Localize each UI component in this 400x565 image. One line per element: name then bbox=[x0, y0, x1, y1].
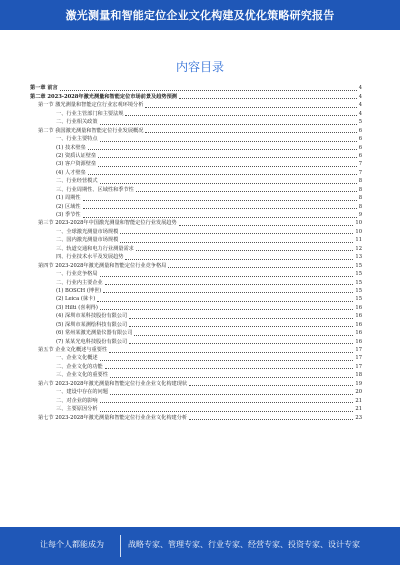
toc-entry-label: (3) 季节性 bbox=[56, 212, 81, 218]
toc-leader-dots bbox=[179, 98, 357, 99]
toc-entry-label: 第七节 2023-2028年激光测量和智能定位行业企业文化构建分析 bbox=[38, 414, 188, 421]
toc-entry-page: 20 bbox=[355, 389, 362, 396]
toc-leader-dots bbox=[134, 335, 353, 336]
toc-entry-page: 16 bbox=[355, 313, 362, 320]
toc-entry-label: 一、建设中存在的问题 bbox=[56, 389, 108, 396]
toc-leader-dots bbox=[100, 309, 354, 310]
toc-entry-page: 7 bbox=[358, 161, 362, 168]
table-of-contents bbox=[30, 84, 362, 422]
toc-entry-page: 4 bbox=[358, 102, 362, 109]
toc-leader-dots bbox=[129, 326, 353, 327]
toc-entry-label: (1) 周期性 bbox=[56, 195, 81, 202]
toc-entry[interactable] bbox=[30, 244, 362, 252]
toc-entry[interactable] bbox=[30, 219, 362, 227]
toc-entry-page: 6 bbox=[358, 152, 362, 159]
toc-entry-page: 8 bbox=[358, 195, 362, 202]
toc-entry-label: 二、行业经营模式 bbox=[56, 178, 98, 185]
toc-entry[interactable] bbox=[30, 312, 362, 320]
toc-entry-label: (3) 客户资源壁垒 bbox=[56, 161, 97, 168]
toc-entry-page: 4 bbox=[358, 110, 362, 117]
toc-entry[interactable] bbox=[30, 143, 362, 151]
toc-entry-label: 一、企业文化概述 bbox=[56, 355, 98, 362]
toc-leader-dots bbox=[103, 292, 353, 293]
toc-entry[interactable] bbox=[30, 362, 362, 370]
toc-leader-dots bbox=[60, 90, 357, 91]
toc-entry-page: 7 bbox=[358, 169, 362, 176]
toc-entry[interactable] bbox=[30, 405, 362, 413]
toc-entry-page: 16 bbox=[355, 338, 362, 345]
toc-entry-label: (4) 人才壁垒 bbox=[56, 169, 86, 176]
toc-entry-page: 8 bbox=[358, 203, 362, 210]
toc-entry[interactable] bbox=[30, 371, 362, 379]
toc-entry[interactable] bbox=[30, 261, 362, 269]
toc-leader-dots bbox=[120, 233, 353, 234]
toc-entry-page: 6 bbox=[358, 127, 362, 134]
toc-entry-label: 第二节 我国激光测量和智能定位行业发展概况 bbox=[38, 127, 144, 134]
toc-leader-dots bbox=[100, 411, 354, 412]
toc-leader-dots bbox=[109, 352, 353, 353]
toc-entry[interactable] bbox=[30, 320, 362, 328]
toc-leader-dots bbox=[189, 419, 353, 420]
toc-leader-dots bbox=[97, 301, 353, 302]
toc-entry-page: 6 bbox=[358, 136, 362, 143]
toc-entry[interactable] bbox=[30, 211, 362, 219]
toc-entry-page: 4 bbox=[358, 93, 362, 100]
toc-entry[interactable] bbox=[30, 270, 362, 278]
toc-entry-page: 4 bbox=[358, 85, 362, 92]
toc-entry[interactable] bbox=[30, 101, 362, 109]
toc-entry-label: (4) 深圳市某科技股份有限公司 bbox=[56, 313, 128, 320]
toc-entry[interactable] bbox=[30, 379, 362, 387]
toc-entry-label: 二、国内激光测量市场规模 bbox=[56, 237, 119, 244]
toc-entry-label: 二、企业文化的功能 bbox=[56, 363, 103, 370]
toc-leader-dots bbox=[100, 141, 357, 142]
toc-entry-page: 15 bbox=[355, 287, 362, 294]
toc-entry-page: 15 bbox=[355, 271, 362, 278]
footer-divider bbox=[120, 535, 121, 557]
toc-leader-dots bbox=[125, 259, 353, 260]
toc-entry-page: 11 bbox=[355, 237, 362, 244]
toc-entry-label: 二、行业相关政策 bbox=[56, 119, 98, 126]
toc-leader-dots bbox=[83, 200, 357, 201]
toc-entry[interactable] bbox=[30, 388, 362, 396]
toc-entry[interactable] bbox=[30, 329, 362, 337]
toc-leader-dots bbox=[136, 250, 354, 251]
toc-entry-page: 17 bbox=[355, 363, 362, 370]
toc-entry[interactable] bbox=[30, 303, 362, 311]
toc-entry[interactable] bbox=[30, 346, 362, 354]
toc-entry-label: (1) BOSCH (博世) bbox=[56, 287, 102, 294]
toc-entry-label: (2) Leica (徕卡) bbox=[56, 296, 96, 303]
toc-leader-dots bbox=[100, 360, 354, 361]
toc-entry[interactable] bbox=[30, 92, 362, 100]
toc-leader-dots bbox=[168, 267, 353, 268]
toc-leader-dots bbox=[110, 394, 354, 395]
toc-entry[interactable] bbox=[30, 337, 362, 345]
toc-entry-label: 三、轨道交通和电力行业测量需求 bbox=[56, 245, 134, 252]
toc-entry[interactable] bbox=[30, 152, 362, 160]
toc-entry[interactable] bbox=[30, 177, 362, 185]
toc-entry-label: (7) 某某光电科技股份有限公司 bbox=[56, 338, 128, 345]
toc-entry[interactable] bbox=[30, 354, 362, 362]
footer-slogan: 让每个人都能成为 bbox=[40, 540, 104, 549]
toc-entry-page: 17 bbox=[355, 347, 362, 353]
toc-entry[interactable] bbox=[30, 287, 362, 295]
toc-entry-page: 5 bbox=[358, 119, 362, 126]
toc-entry-label: 第一章 前言 bbox=[30, 85, 58, 92]
toc-entry-label: 三、行业周期性、区域性和季节性 bbox=[56, 186, 134, 193]
toc-leader-dots bbox=[88, 149, 357, 150]
toc-leader-dots bbox=[100, 183, 357, 184]
toc-entry-page: 8 bbox=[358, 186, 362, 193]
toc-entry-page: 10 bbox=[355, 220, 362, 227]
toc-entry-page: 10 bbox=[355, 228, 362, 235]
toc-leader-dots bbox=[110, 377, 354, 378]
toc-leader-dots bbox=[98, 157, 357, 158]
toc-entry-label: 二、对企业的影响 bbox=[56, 397, 98, 404]
toc-entry-page: 15 bbox=[355, 296, 362, 303]
toc-entry-label: 二、行业内主要企业 bbox=[56, 279, 103, 286]
toc-entry[interactable] bbox=[30, 295, 362, 303]
toc-entry-label: 一、行业主要特点 bbox=[56, 136, 98, 143]
toc-entry-page: 23 bbox=[355, 414, 362, 421]
toc-entry-page: 12 bbox=[355, 245, 362, 252]
toc-heading: 内容目录 bbox=[175, 60, 224, 74]
toc-entry-page: 15 bbox=[355, 262, 362, 269]
toc-entry[interactable] bbox=[30, 185, 362, 193]
toc-entry[interactable] bbox=[30, 109, 362, 117]
toc-leader-dots bbox=[129, 343, 353, 344]
toc-leader-dots bbox=[179, 225, 354, 226]
toc-leader-dots bbox=[129, 318, 353, 319]
toc-leader-dots bbox=[88, 174, 357, 175]
toc-leader-dots bbox=[136, 191, 357, 192]
toc-entry-page: 16 bbox=[355, 330, 362, 337]
toc-leader-dots bbox=[83, 208, 357, 209]
toc-entry-page: 13 bbox=[355, 254, 362, 261]
toc-entry[interactable] bbox=[30, 278, 362, 286]
toc-entry-label: 三、企业文化的重要性 bbox=[56, 372, 108, 379]
footer-expert-list: 战略专家、管理专家、行业专家、经营专家、投资专家、设计专家 bbox=[128, 540, 360, 549]
toc-entry-page: 21 bbox=[355, 406, 362, 413]
toc-entry-label: 第三节 2023-2028年中国激光测量和智能定位行业发展趋势 bbox=[38, 220, 177, 227]
toc-leader-dots bbox=[83, 217, 357, 218]
toc-leader-dots bbox=[100, 276, 354, 277]
toc-entry-label: 第四节 2023-2028年激光测量和智能定位行业竞争格局 bbox=[38, 262, 167, 269]
toc-leader-dots bbox=[100, 402, 354, 403]
toc-entry-label: 一、行业竞争格局 bbox=[56, 271, 98, 278]
toc-leader-dots bbox=[189, 385, 353, 386]
toc-leader-dots bbox=[145, 132, 356, 133]
toc-leader-dots bbox=[120, 242, 353, 243]
toc-leader-dots bbox=[125, 115, 356, 116]
toc-leader-dots bbox=[100, 124, 357, 125]
toc-entry-label: 一、行业主管部门和主要法规 bbox=[56, 110, 124, 117]
toc-entry-page: 15 bbox=[355, 279, 362, 286]
toc-entry[interactable] bbox=[30, 118, 362, 126]
toc-entry-page: 9 bbox=[358, 212, 362, 218]
toc-entry[interactable] bbox=[30, 84, 362, 92]
toc-entry-label: 第一节 激光测量和智能定位行业宏观环境分析 bbox=[38, 102, 144, 109]
report-header-bar bbox=[0, 0, 400, 30]
toc-entry[interactable] bbox=[30, 160, 362, 168]
toc-entry[interactable] bbox=[30, 413, 362, 421]
toc-entry-label: (5) 深圳市某测绘科技有限公司 bbox=[56, 321, 128, 328]
toc-entry-label: (6) 常州某激光测量仪器有限公司 bbox=[56, 330, 133, 337]
toc-entry-label: 第五节 企业文化概述与重要性 bbox=[38, 347, 108, 353]
toc-entry-page: 6 bbox=[358, 144, 362, 151]
report-footer-bar bbox=[0, 527, 400, 565]
toc-entry-label: 第六节 2023-2028年激光测量和智能定位行业企业文化构建现状 bbox=[38, 380, 188, 387]
toc-leader-dots bbox=[145, 107, 356, 108]
toc-entry-page: 18 bbox=[355, 372, 362, 379]
toc-entry-label: 四、行业技术水平及发展趋势 bbox=[56, 254, 124, 261]
toc-entry[interactable] bbox=[30, 396, 362, 404]
toc-leader-dots bbox=[98, 166, 357, 167]
toc-entry-label: 三、主要原因分析 bbox=[56, 406, 98, 413]
toc-entry-label: (3) Hilti (喜利得) bbox=[56, 304, 98, 311]
toc-entry-page: 8 bbox=[358, 178, 362, 185]
toc-entry-label: 第二章 2023-2028年激光测量和智能定位市场前景及趋势预测 bbox=[30, 93, 177, 100]
report-title: 激光测量和智能定位企业文化构建及优化策略研究报告 bbox=[65, 9, 335, 22]
toc-entry[interactable] bbox=[30, 135, 362, 143]
toc-entry-page: 17 bbox=[355, 355, 362, 362]
toc-entry-label: (1) 技术壁垒 bbox=[56, 144, 86, 151]
toc-entry-label: 一、全球激光测量市场规模 bbox=[56, 228, 119, 235]
toc-entry[interactable] bbox=[30, 126, 362, 134]
toc-entry-label: (2) 资质认证壁垒 bbox=[56, 152, 97, 159]
toc-entry[interactable] bbox=[30, 236, 362, 244]
toc-entry-page: 21 bbox=[355, 397, 362, 404]
toc-entry[interactable] bbox=[30, 168, 362, 176]
toc-entry-page: 16 bbox=[355, 304, 362, 311]
toc-leader-dots bbox=[105, 368, 354, 369]
toc-entry-page: 16 bbox=[355, 321, 362, 328]
toc-entry[interactable] bbox=[30, 194, 362, 202]
toc-entry[interactable] bbox=[30, 227, 362, 235]
toc-entry-label: (2) 区域性 bbox=[56, 203, 81, 210]
toc-entry-page: 19 bbox=[355, 380, 362, 387]
toc-entry[interactable] bbox=[30, 253, 362, 261]
toc-entry[interactable] bbox=[30, 202, 362, 210]
toc-leader-dots bbox=[105, 284, 354, 285]
